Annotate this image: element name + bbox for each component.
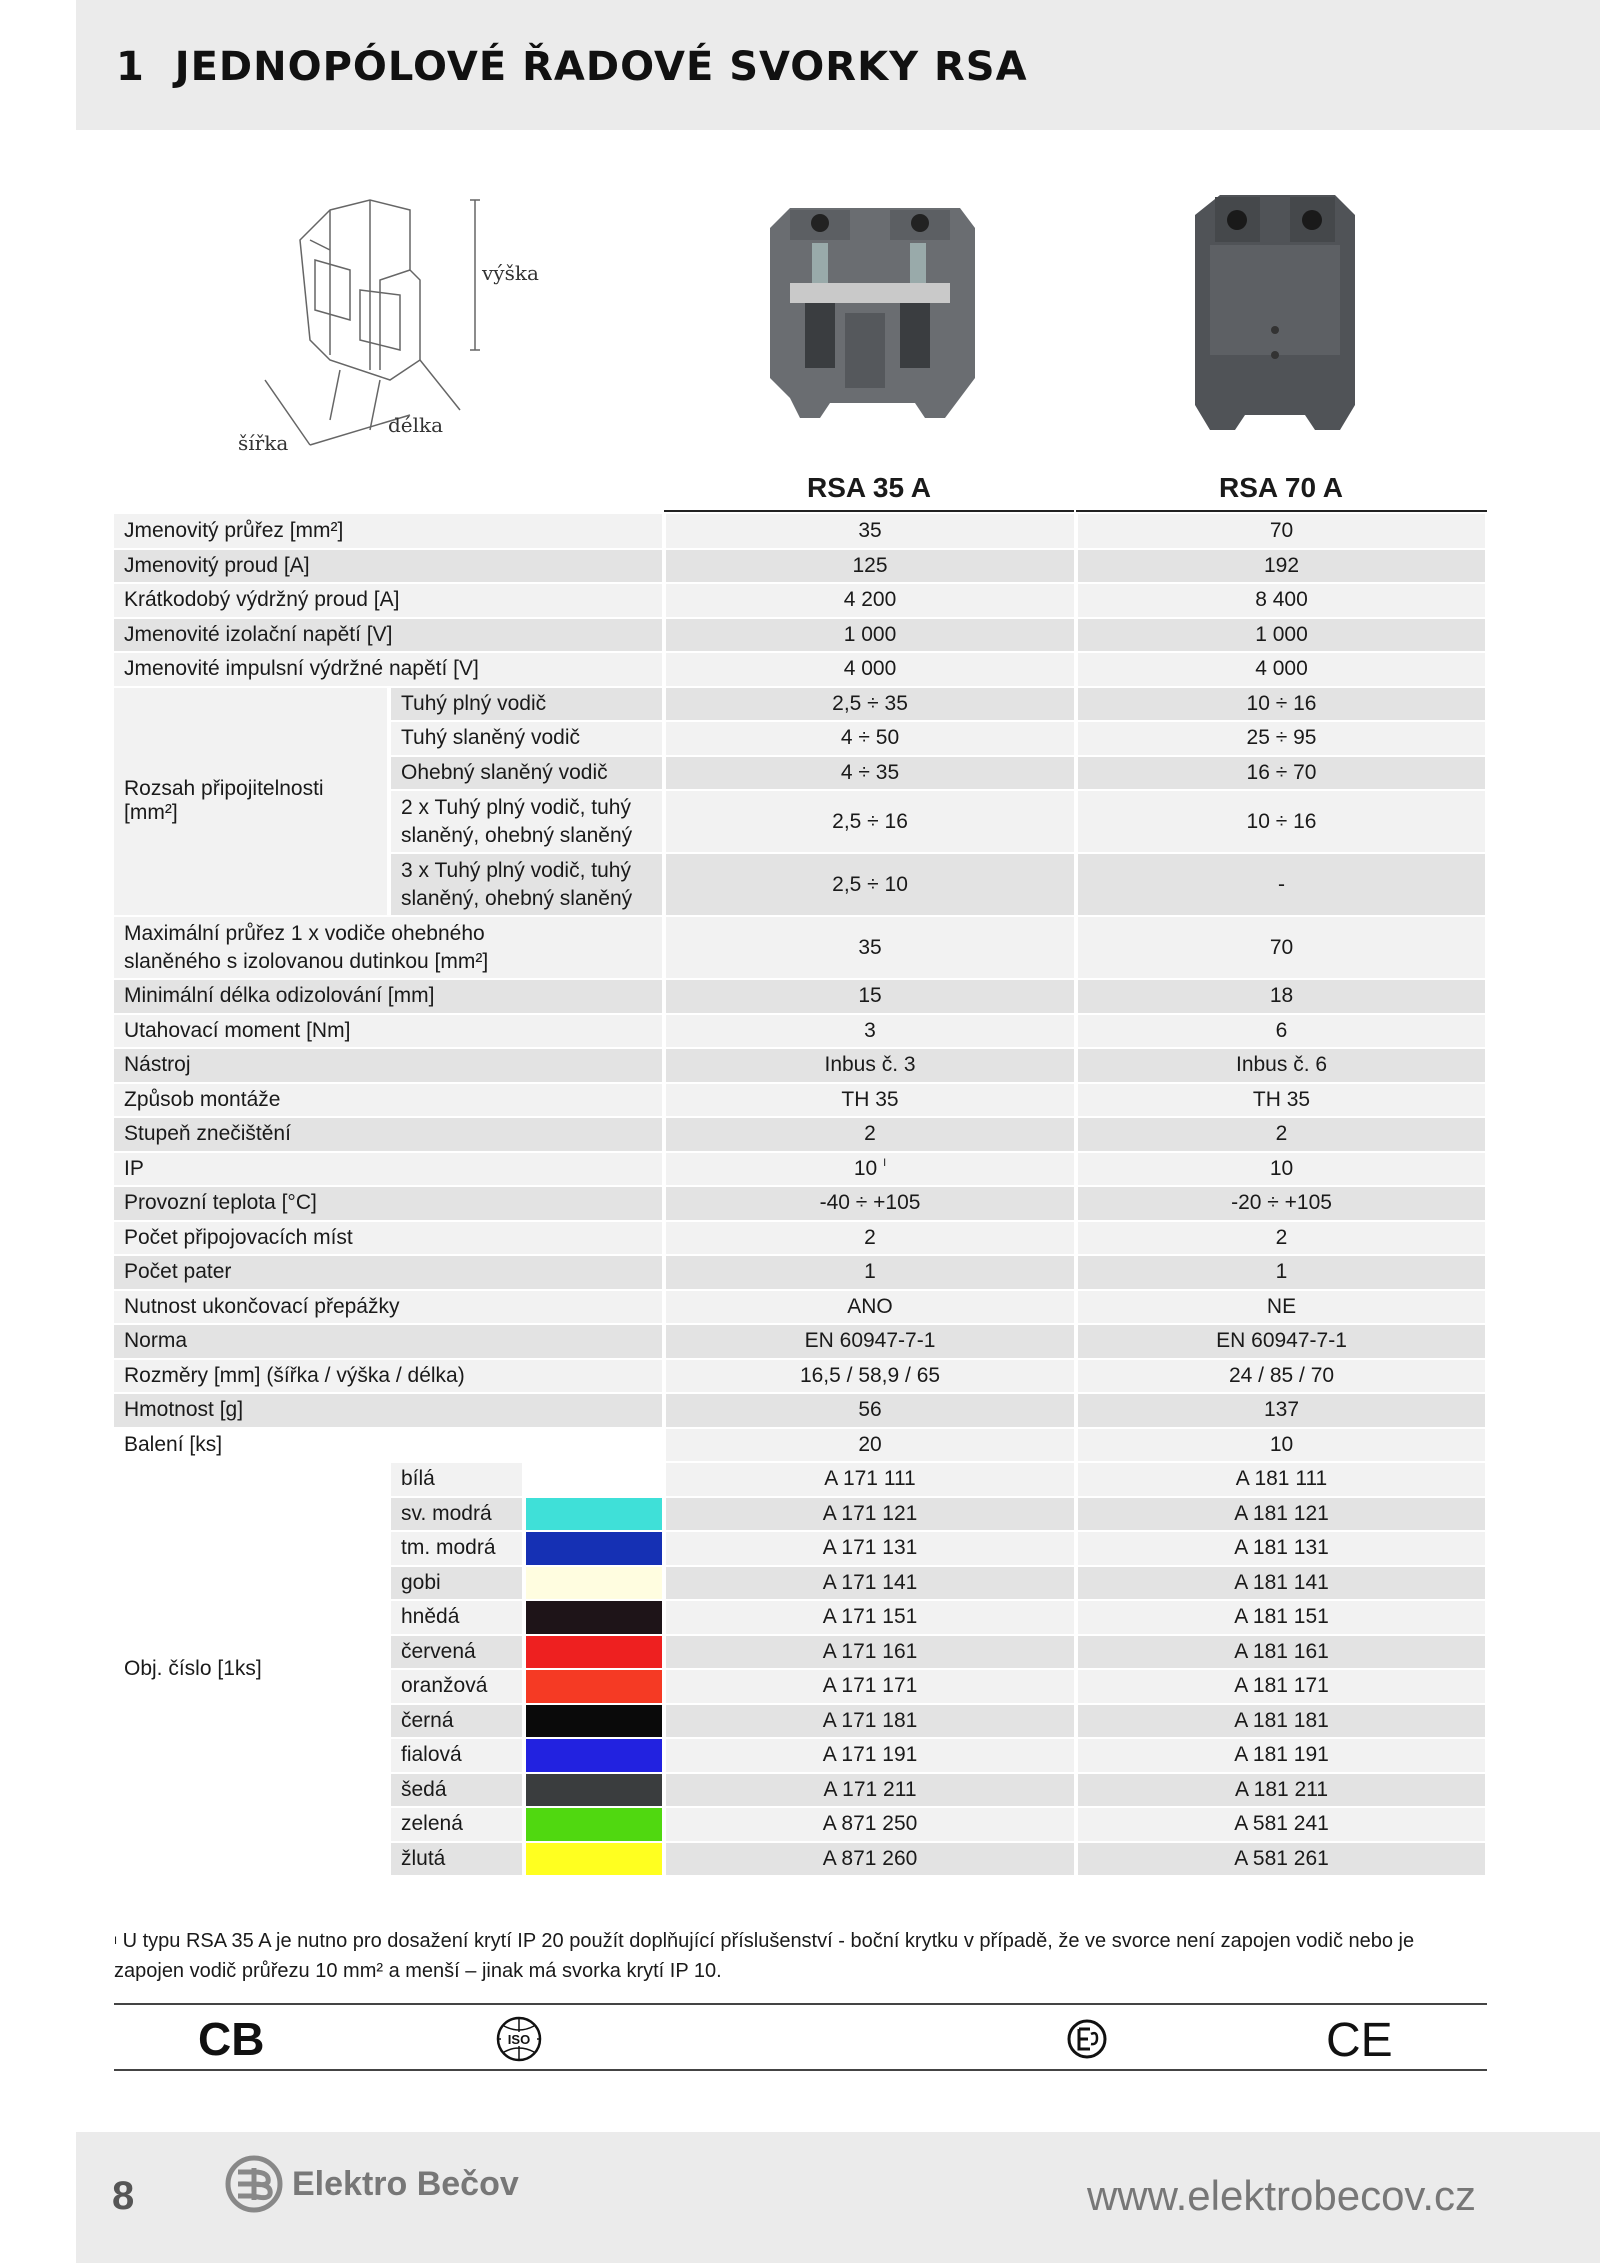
swatch-fill: [526, 1601, 662, 1634]
table-row: Tuhý slaněný vodič 4 ÷ 50 25 ÷ 95: [114, 721, 1487, 756]
table-row: Rozsah připojitelnosti [mm²] Tuhý plný vodič 2,5 ÷ 35 10 ÷ 16: [114, 687, 1487, 722]
table-row: Ohebný slaněný vodič 4 ÷ 35 16 ÷ 70: [114, 756, 1487, 791]
color-swatch: [524, 1704, 664, 1739]
height-label: výška: [482, 261, 539, 285]
table-row: Způsob montáže TH 35 TH 35: [114, 1083, 1487, 1118]
color-swatch: [524, 1635, 664, 1670]
spec-table: [114, 514, 1487, 1877]
eb-logo-icon: [224, 2154, 284, 2214]
table-row: IP 10 $^I$ 10: [114, 1152, 1487, 1187]
footnote-marker: I: [883, 1156, 887, 1169]
column-header-rsa70: RSA 70 A: [1219, 472, 1343, 503]
table-row: Stupeň znečištění 2 2: [114, 1117, 1487, 1152]
color-swatch: [524, 1807, 664, 1842]
table-row: Jmenovité impulsní výdržné napětí [V] 4 000 4 000: [114, 652, 1487, 687]
page-footer: [76, 2132, 1600, 2263]
table-row: tm. modrá A 171 131 A 181 131: [114, 1531, 1487, 1566]
table-row: Nástroj Inbus č. 3 Inbus č. 6: [114, 1048, 1487, 1083]
table-row: šedá A 171 211 A 181 211: [114, 1773, 1487, 1808]
column-header-rsa35: RSA 35 A: [807, 472, 931, 503]
width-label: šířka: [238, 431, 289, 455]
swatch-fill: [526, 1636, 662, 1669]
table-row: Krátkodobý výdržný proud [A] 4 200 8 400: [114, 583, 1487, 618]
color-swatch: [524, 1842, 664, 1877]
certification-bar: [114, 2003, 1487, 2071]
table-row: Balení [ks] 20 10: [114, 1428, 1487, 1463]
table-row: Norma EN 60947-7-1 EN 60947-7-1: [114, 1324, 1487, 1359]
table-row: červená A 171 161 A 181 161: [114, 1635, 1487, 1670]
esc-logo: [1062, 2014, 1112, 2064]
table-row: Jmenovitý proud [A] 125 192: [114, 549, 1487, 584]
table-row: Jmenovité izolační napětí [V] 1 000 1 000: [114, 618, 1487, 653]
table-row: gobi A 171 141 A 181 141: [114, 1566, 1487, 1601]
color-swatch: [524, 1600, 664, 1635]
table-row: Počet pater 1 1: [114, 1255, 1487, 1290]
iso-logo: [494, 2014, 544, 2064]
swatch-fill: [526, 1774, 662, 1807]
rsa70-photo: [1165, 185, 1385, 445]
table-row: 2 x Tuhý plný vodič, tuhý slaněný, ohebný slaněný 2,5 ÷ 16 10 ÷ 16: [114, 790, 1487, 853]
dimension-diagram: [220, 180, 560, 480]
column-rule-rsa35: [664, 510, 1074, 512]
table-row: Hmotnost [g] 56 137: [114, 1393, 1487, 1428]
table-row: Provozní teplota [°C] -40 ÷ +105 -20 ÷ +105: [114, 1186, 1487, 1221]
table-row: zelená A 871 250 A 581 241: [114, 1807, 1487, 1842]
table-row: Rozměry [mm] (šířka / výška / délka) 16,5 / 58,9 / 65 24 / 85 / 70: [114, 1359, 1487, 1394]
swatch-fill: [526, 1463, 662, 1496]
color-swatch: [524, 1566, 664, 1601]
color-swatch: [524, 1531, 664, 1566]
table-row: oranžová A 171 171 A 181 171: [114, 1669, 1487, 1704]
company-name: Elektro Bečov: [292, 2164, 519, 2203]
table-row: fialová A 171 191 A 181 191: [114, 1738, 1487, 1773]
svg-text:CB: CB: [198, 2013, 265, 2063]
table-row: černá A 171 181 A 181 181: [114, 1704, 1487, 1739]
table-row: Maximální průřez 1 x vodiče ohebného slaněného s izolovanou dutinkou [mm²] 35 70: [114, 916, 1487, 979]
table-row: Utahovací moment [Nm] 3 6: [114, 1014, 1487, 1049]
color-swatch: [524, 1738, 664, 1773]
page-title: 1 JEDNOPÓLOVÉ ŘADOVÉ SVORKY RSA: [116, 44, 1028, 90]
swatch-fill: [526, 1705, 662, 1738]
swatch-fill: [526, 1532, 662, 1565]
swatch-fill: [526, 1567, 662, 1600]
color-swatch: [524, 1497, 664, 1532]
table-row: Počet připojovacích míst 2 2: [114, 1221, 1487, 1256]
table-row: Minimální délka odizolování [mm] 15 18: [114, 979, 1487, 1014]
rsa35-photo: [750, 198, 990, 438]
footnote: $^I$ U typu RSA 35 A je nutno pro dosažení krytí IP 20 použít doplňující příslušenství - boční krytku v případě, že ve svorce není zapojen vodič nebo je zapojen vodič průřezu 10 mm² a menší – jinak má svorka krytí IP 10.: [114, 1930, 1415, 1982]
website-url[interactable]: www.elektrobecov.cz: [1086, 2172, 1476, 2219]
cb-logo: [196, 2013, 276, 2063]
swatch-fill: [526, 1843, 662, 1876]
product-images: [0, 180, 1600, 480]
table-row: 3 x Tuhý plný vodič, tuhý slaněný, ohebný slaněný 2,5 ÷ 10 -: [114, 853, 1487, 916]
table-row: sv. modrá A 171 121 A 181 121: [114, 1497, 1487, 1532]
table-row: Jmenovitý průřez [mm²] 35 70: [114, 514, 1487, 549]
swatch-fill: [526, 1498, 662, 1531]
table-row: hnědá A 171 151 A 181 151: [114, 1600, 1487, 1635]
page-number: 8: [112, 2174, 135, 2218]
length-label: délka: [388, 413, 444, 437]
color-swatch: [524, 1773, 664, 1808]
svg-text:CE: CE: [1326, 2014, 1393, 2063]
ce-logo: [1324, 2013, 1404, 2063]
color-swatch: [524, 1669, 664, 1704]
svg-text:ISO: ISO: [507, 2032, 531, 2047]
color-swatch: [524, 1462, 664, 1497]
company-logo: [224, 2154, 519, 2214]
table-row: Obj. číslo [1ks] bílá A 171 111 A 181 111: [114, 1462, 1487, 1497]
page-header: [76, 0, 1600, 130]
table-row: žlutá A 871 260 A 581 261: [114, 1842, 1487, 1877]
swatch-fill: [526, 1808, 662, 1841]
swatch-fill: [526, 1670, 662, 1703]
table-row: Nutnost ukončovací přepážky ANO NE: [114, 1290, 1487, 1325]
column-rule-rsa70: [1076, 510, 1487, 512]
swatch-fill: [526, 1739, 662, 1772]
